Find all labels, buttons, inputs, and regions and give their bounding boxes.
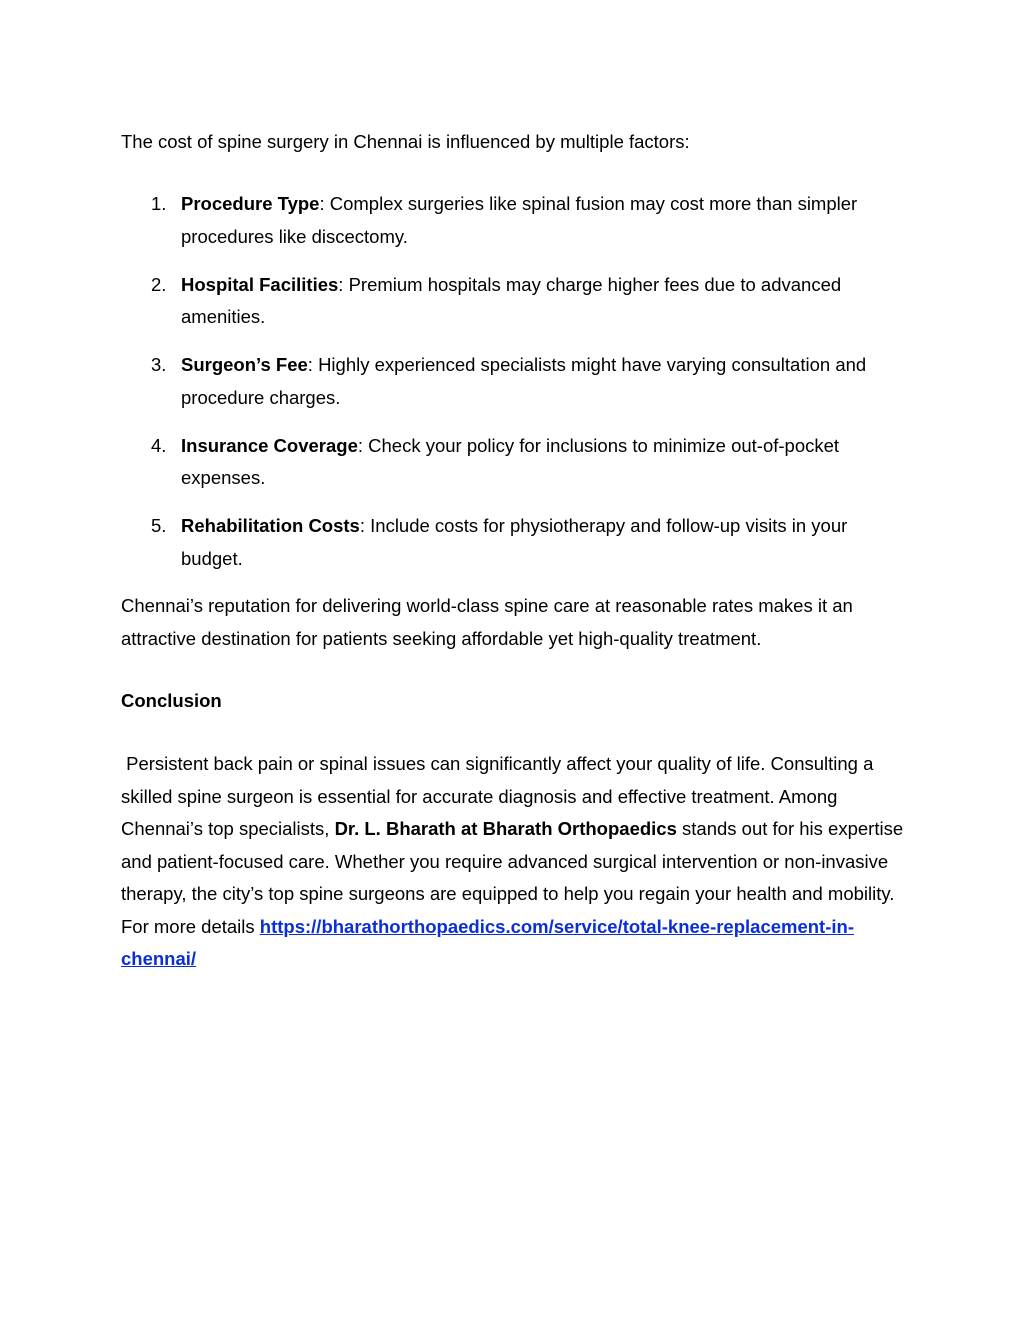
list-item — [121, 349, 911, 414]
doctor-name: Dr. L. Bharath at Bharath Orthopaedics — [334, 818, 677, 839]
list-number: 4. — [151, 434, 167, 456]
factor-term: Procedure Type — [181, 193, 320, 214]
list-number: 3. — [151, 354, 167, 375]
list-number: 5. — [151, 515, 167, 536]
conclusion-paragraph — [121, 748, 911, 976]
intro-paragraph: The cost of spine surgery in Chennai is influenced by multiple factors: — [121, 131, 690, 152]
factor-description: : Complex surgeries like spinal fusion may cost more than simpler procedures like discectomy. — [181, 193, 858, 247]
conclusion-text: Persistent back pain or spinal issues can significantly affect your quality of life. Consulting a skilled spine surgeon is essential for accurate diagnosis and effective treatment. Among Chennai’s top specialists, — [121, 753, 879, 839]
factor-term: Surgeon’s Fee — [181, 354, 308, 375]
factor-description: : Check your policy for inclusions to minimize out-of-pocket expenses. — [181, 434, 840, 488]
factor-description: : Highly experienced specialists might have varying consultation and procedure charges. — [181, 354, 867, 408]
cost-factors-list — [121, 188, 911, 591]
list-item — [121, 188, 911, 253]
factor-term: Hospital Facilities — [181, 273, 339, 295]
list-item — [121, 269, 911, 334]
list-item — [121, 430, 911, 495]
details-link[interactable]: https://bharathorthopaedics.com/service/total-knee-replacement-in-chennai/ — [121, 915, 854, 969]
list-number: 2. — [151, 273, 167, 295]
list-number: 1. — [151, 193, 167, 214]
conclusion-text-continued: stands out for his expertise and patient-focused care. Whether you require advanced surgical intervention or non-invasive therapy, the city’s top spine surgeons are equipped to help you regain your health and mobility. For more details — [121, 818, 904, 937]
factor-description: : Include costs for physiotherapy and follow-up visits in your budget. — [181, 515, 848, 569]
summary-paragraph: Chennai’s reputation for delivering world-class spine care at reasonable rates makes it an attractive destination for patients seeking affordable yet high-quality treatment. — [121, 595, 853, 649]
list-item — [121, 510, 911, 575]
factor-description: : Premium hospitals may charge higher fees due to advanced amenities. — [181, 273, 842, 327]
factor-term: Insurance Coverage — [181, 434, 358, 456]
conclusion-heading: Conclusion — [121, 690, 222, 711]
factor-term: Rehabilitation Costs — [181, 515, 360, 536]
